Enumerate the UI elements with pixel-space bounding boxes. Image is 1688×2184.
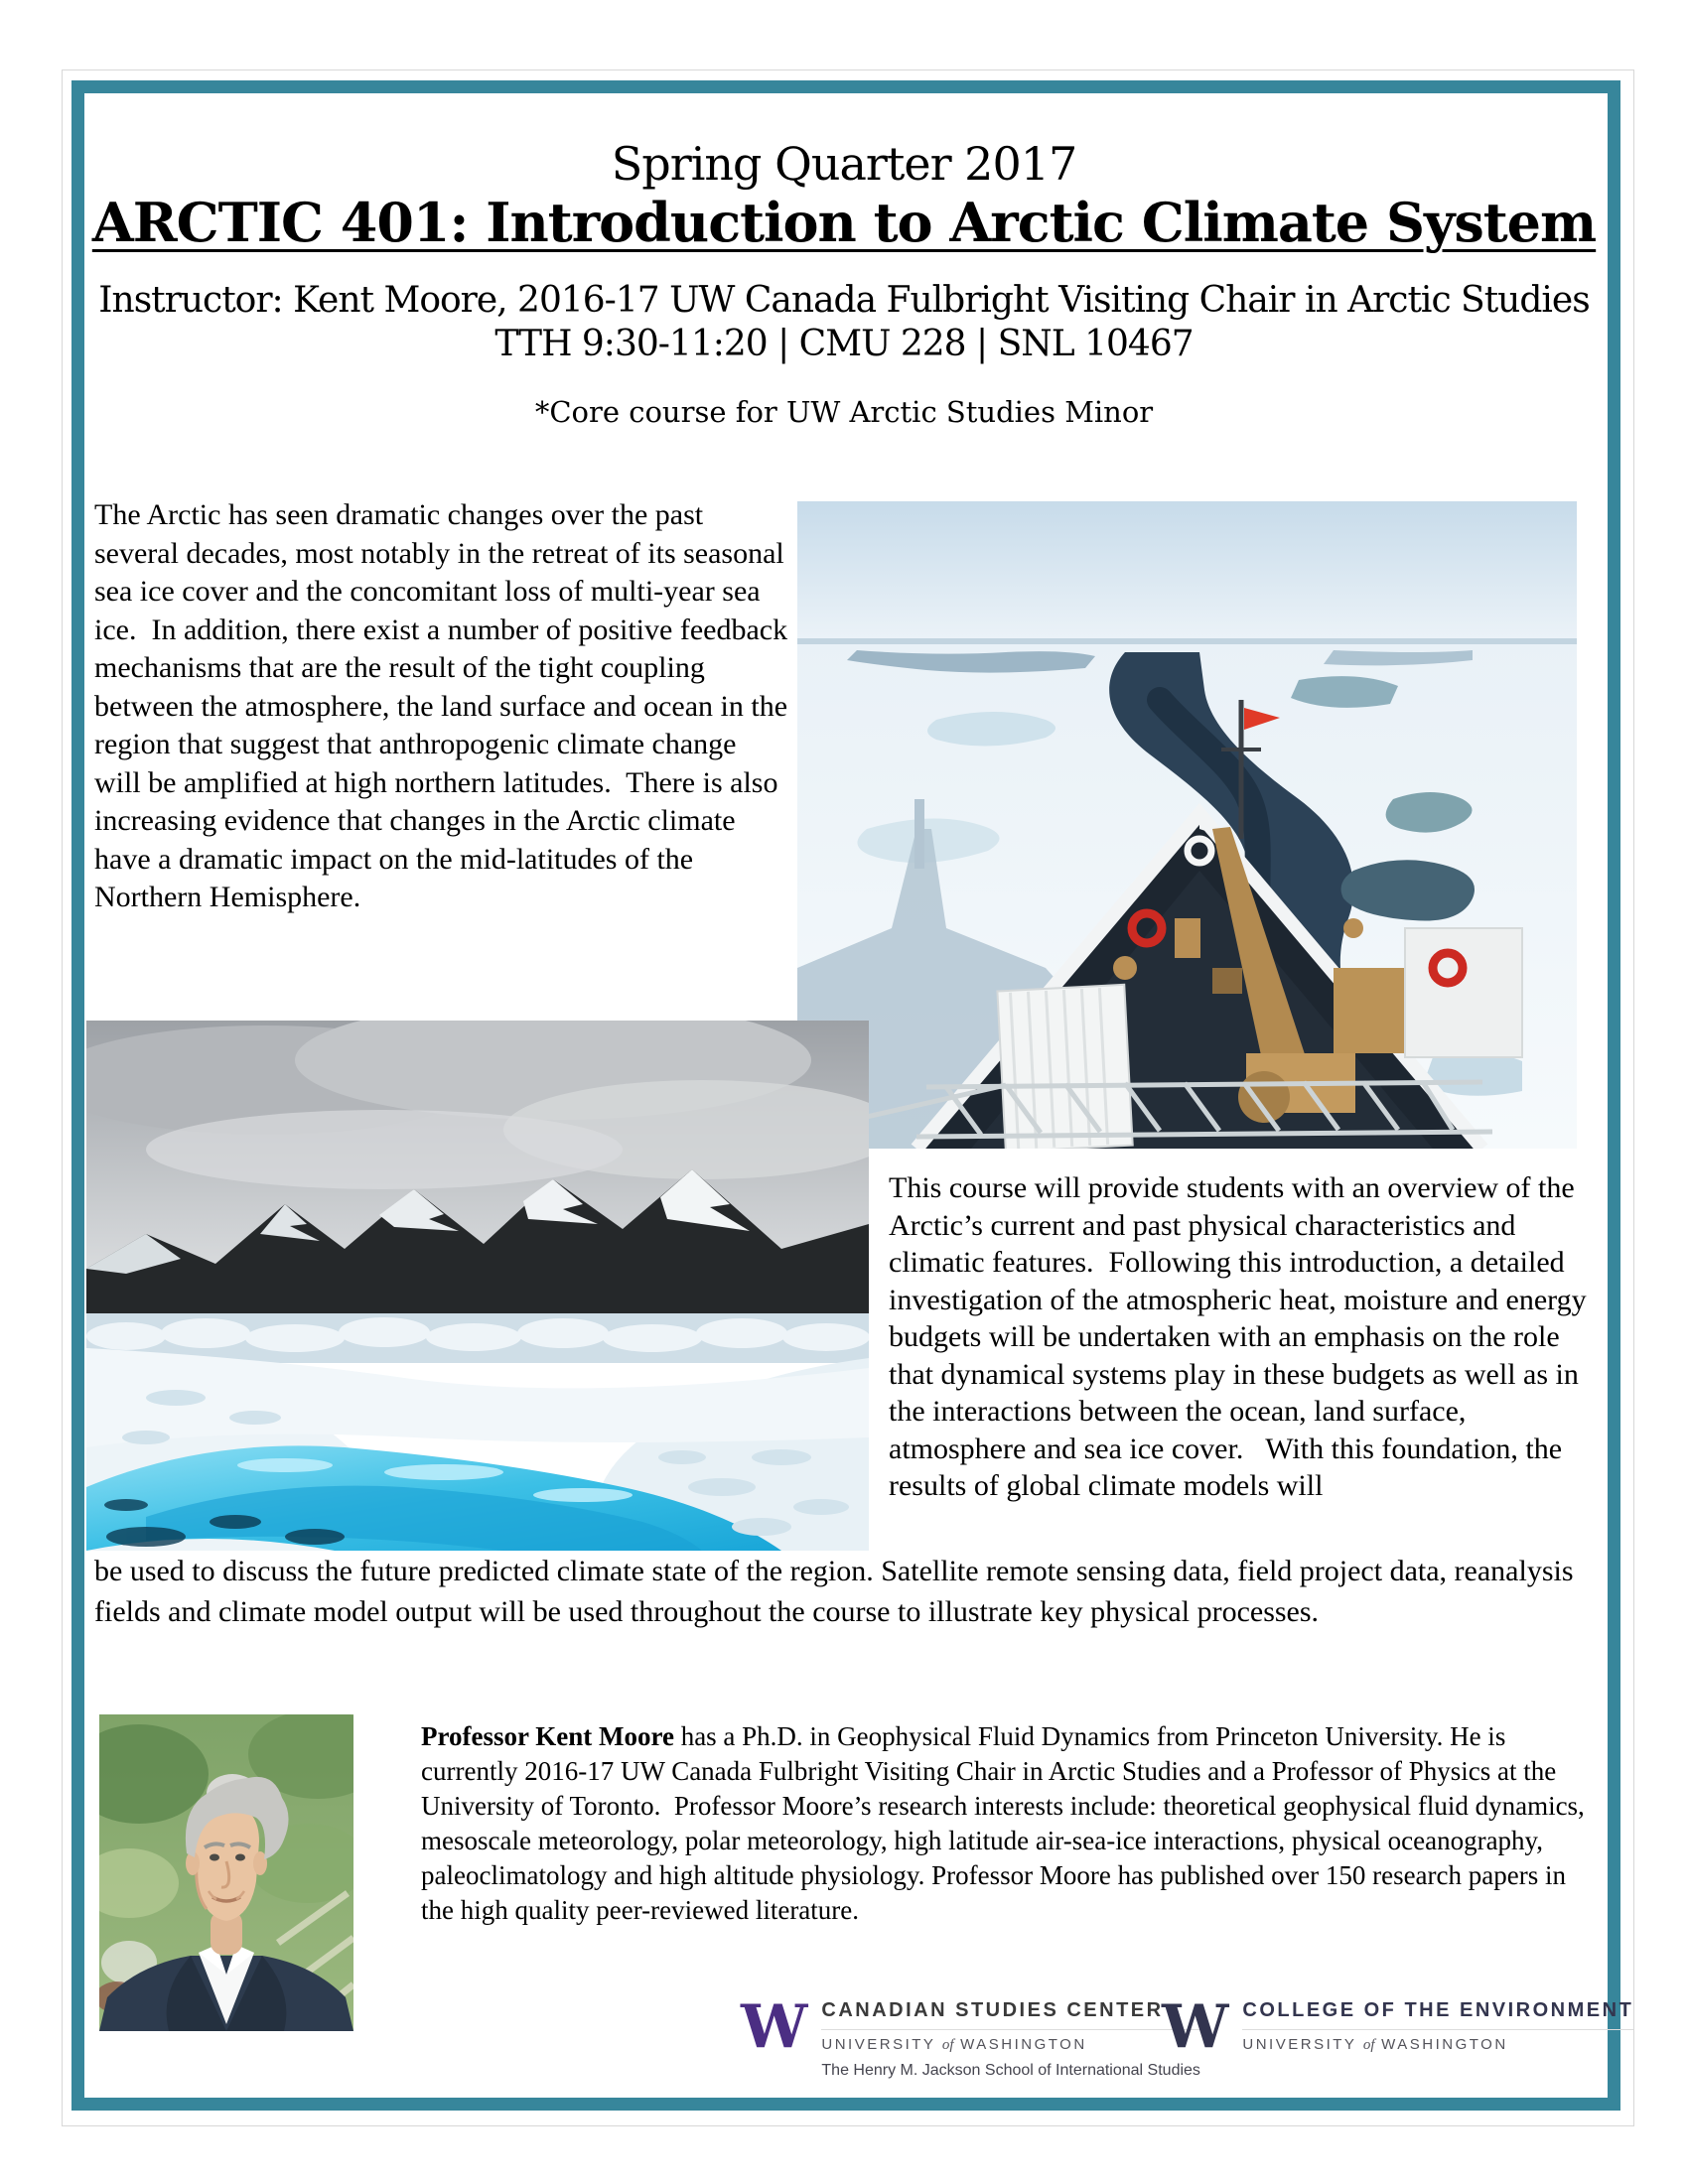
glacier-meltwater-photo (86, 1021, 869, 1551)
college-of-environment-logo (1162, 1992, 1634, 2062)
csc-jackson-school-line: The Henry M. Jackson School of International Studies (821, 2062, 1200, 2079)
professor-portrait-photo (99, 1714, 353, 2031)
core-course-note: *Core course for UW Arctic Studies Minor (534, 395, 1154, 429)
icebreaker-sea-ice-photo (797, 501, 1577, 1149)
professor-bio-paragraph (421, 1719, 1605, 1928)
instructor-line: Instructor: Kent Moore, 2016-17 UW Canada Fulbright Visiting Chair in Arctic Studies (98, 280, 1590, 321)
csc-title: CANADIAN STUDIES CENTER (821, 1999, 1164, 2021)
csc-university-line: UNIVERSITY of WASHINGTON (821, 2036, 1087, 2053)
college-of-environment-text (1242, 1999, 1633, 2054)
uw-w-icon: W (741, 1992, 808, 2062)
coe-title: COLLEGE OF THE ENVIRONMENT (1242, 1999, 1634, 2021)
professor-bio-text: has a Ph.D. in Geophysical Fluid Dynamics from Princeton University. He is currently 2016-17 UW Canada Fulbright Visiting Chair in Arctic Studies and a Professor of Physics at the University of Toronto. Professor Moore’s research interests include: theoretical geophysical fluid dynamics, mesoscale meteorology, polar meteorology, high latitude air-sea-ice interactions, physical oceanography, paleoclimatology and high altitude physiology. Professor Moore has published over 150 research papers in the high quality peer-reviewed literature. (421, 1721, 1592, 1925)
course-overview-continuation: be used to discuss the future predicted climate state of the region. Satellite remote sensing data, field project data, reanalysis fields and climate model output will be used throughout the course to illustrate key physical processes. (94, 1555, 1581, 1628)
canadian-studies-center-logo (741, 1992, 1200, 2080)
course-title: ARCTIC 401: Introduction to Arctic Climate System (91, 191, 1597, 254)
coe-divider (1242, 2029, 1633, 2030)
canadian-studies-center-text (821, 1999, 1200, 2080)
schedule-line: TTH 9:30-11:20 | CMU 228 | SNL 10467 (494, 324, 1194, 364)
coe-university-line: UNIVERSITY of WASHINGTON (1242, 2036, 1508, 2053)
uw-w-icon: W (1162, 1992, 1229, 2062)
csc-divider (821, 2029, 1200, 2030)
intro-paragraph: The Arctic has seen dramatic changes over the past several decades, most notably in the retreat of its seasonal sea ice cover and the concomitant loss of multi-year sea ice. In addition, there exist a number of positive feedback mechanisms that are the result of the tight coupling between the atmosphere, the land surface and ocean in the region that suggest that anthropogenic climate change will be amplified at high northern latitudes. There is also increasing evidence that changes in the Arctic climate have a dramatic impact on the mid-latitudes of the Northern Hemisphere. (94, 498, 795, 913)
course-overview-paragraph: This course will provide students with an overview of the Arctic’s current and past physical characteristics and climatic features. Following this introduction, a detailed investigation of the atmospheric heat, moisture and energy budgets will be undertaken with an emphasis on the role that dynamical systems play in these budgets as well as in the interactions between the ocean, land surface, atmosphere and sea ice cover. With this foundation, the results of global climate models will (889, 1171, 1595, 1502)
quarter-heading: Spring Quarter 2017 (611, 137, 1077, 191)
professor-name: Professor Kent Moore (421, 1721, 674, 1751)
